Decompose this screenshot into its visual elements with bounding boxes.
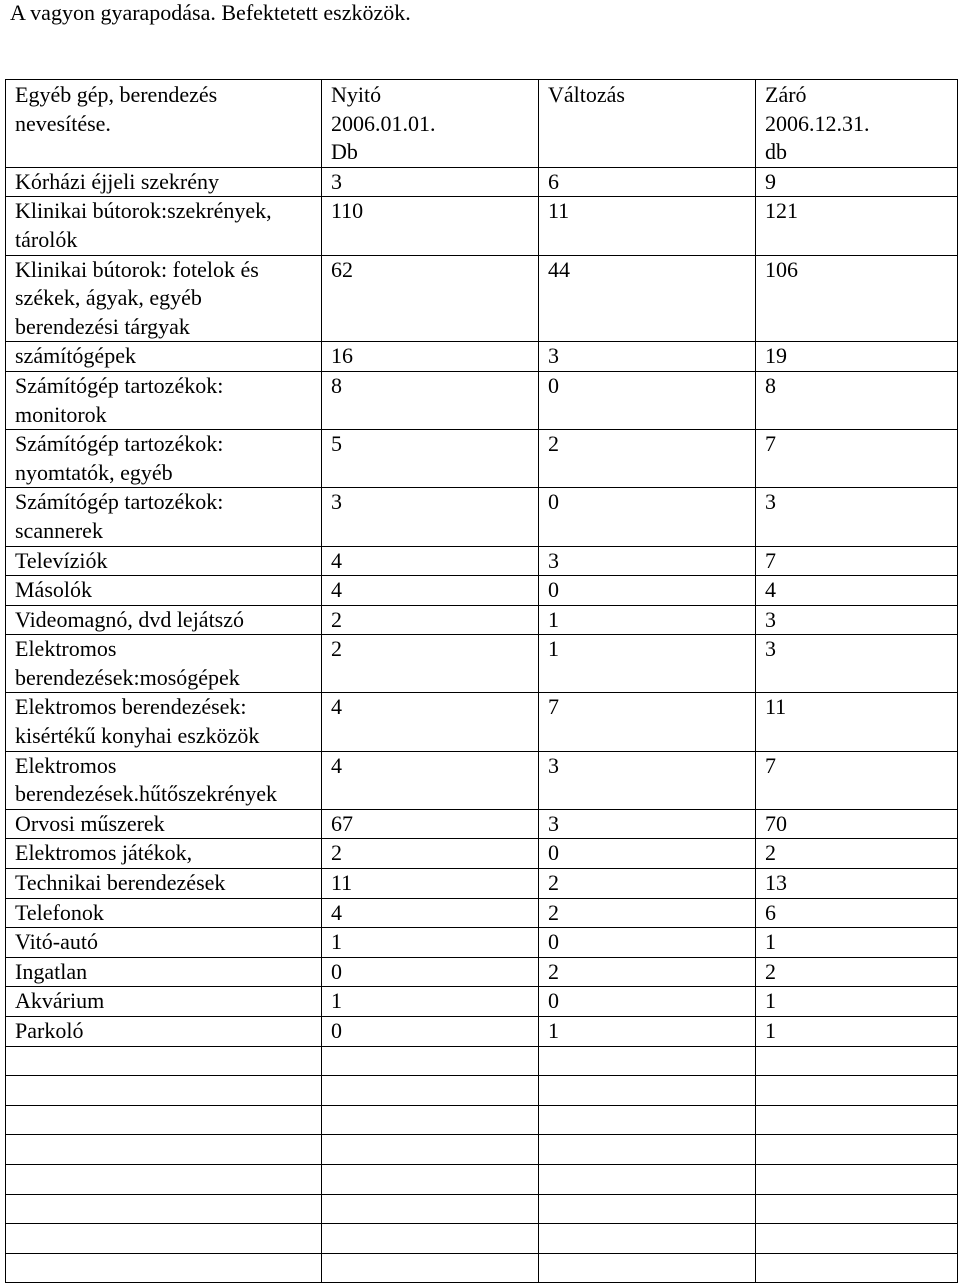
row-open-cell: 4	[322, 693, 539, 751]
header-change-cell: Változás	[539, 80, 756, 168]
row-name-cell	[6, 1046, 322, 1076]
row-open-cell: 2	[322, 605, 539, 635]
table-row	[6, 167, 958, 197]
row-change-cell: 0	[539, 987, 756, 1017]
row-name-cell: Orvosi műszerek	[6, 809, 322, 839]
row-name-cell	[6, 1135, 322, 1165]
table-row	[6, 957, 958, 987]
table-row	[6, 928, 958, 958]
row-close-cell: 4	[756, 576, 958, 606]
row-name-cell: Elektromos berendezések:mosógépek	[6, 635, 322, 693]
row-close-cell: 121	[756, 197, 958, 255]
row-name-cell	[6, 1224, 322, 1254]
row-change-cell: 0	[539, 576, 756, 606]
row-open-cell: 67	[322, 809, 539, 839]
row-change-cell: 7	[539, 693, 756, 751]
header-name-cell: Egyéb gép, berendezés nevesítése.	[6, 80, 322, 168]
row-open-cell	[322, 1076, 539, 1106]
row-change-cell	[539, 1135, 756, 1165]
row-change-cell: 6	[539, 167, 756, 197]
row-name-cell: Elektromos játékok,	[6, 839, 322, 869]
row-close-cell	[756, 1224, 958, 1254]
row-open-cell	[322, 1194, 539, 1224]
blank-table-row	[6, 1076, 958, 1106]
blank-table-row	[6, 1253, 958, 1283]
blank-table-row	[6, 1224, 958, 1254]
page-title: A vagyon gyarapodása. Befektetett eszközök.	[10, 0, 411, 25]
blank-table-row	[6, 1194, 958, 1224]
row-change-cell: 0	[539, 371, 756, 429]
row-change-cell: 0	[539, 928, 756, 958]
row-change-cell: 3	[539, 546, 756, 576]
table-row	[6, 342, 958, 372]
row-open-cell: 2	[322, 839, 539, 869]
table-row	[6, 605, 958, 635]
row-name-cell: Videomagnó, dvd lejátszó	[6, 605, 322, 635]
table-row	[6, 255, 958, 342]
row-open-cell: 110	[322, 197, 539, 255]
row-close-cell: 2	[756, 839, 958, 869]
row-change-cell: 1	[539, 1017, 756, 1047]
row-close-cell: 9	[756, 167, 958, 197]
row-name-cell: Elektromos berendezések: kisértékű konyhai eszközök	[6, 693, 322, 751]
row-close-cell: 3	[756, 605, 958, 635]
row-change-cell: 2	[539, 898, 756, 928]
table-row	[6, 898, 958, 928]
row-close-cell: 106	[756, 255, 958, 342]
table-row	[6, 576, 958, 606]
row-open-cell: 11	[322, 869, 539, 899]
table-row	[6, 371, 958, 429]
row-change-cell	[539, 1194, 756, 1224]
row-close-cell: 1	[756, 987, 958, 1017]
table-row	[6, 751, 958, 809]
row-close-cell: 13	[756, 869, 958, 899]
row-close-cell	[756, 1076, 958, 1106]
row-open-cell: 4	[322, 546, 539, 576]
row-name-cell: Parkoló	[6, 1017, 322, 1047]
row-name-cell: Vitó-autó	[6, 928, 322, 958]
row-change-cell: 3	[539, 342, 756, 372]
row-open-cell: 1	[322, 928, 539, 958]
row-name-cell: Televíziók	[6, 546, 322, 576]
row-change-cell: 44	[539, 255, 756, 342]
row-change-cell: 2	[539, 430, 756, 488]
blank-table-row	[6, 1105, 958, 1135]
row-open-cell	[322, 1135, 539, 1165]
row-name-cell: Számítógép tartozékok: nyomtatók, egyéb	[6, 430, 322, 488]
row-open-cell	[322, 1224, 539, 1254]
row-name-cell: Telefonok	[6, 898, 322, 928]
row-change-cell	[539, 1164, 756, 1194]
row-name-cell: Ingatlan	[6, 957, 322, 987]
row-open-cell: 2	[322, 635, 539, 693]
table-header-row	[6, 80, 958, 168]
row-change-cell	[539, 1253, 756, 1283]
row-open-cell	[322, 1046, 539, 1076]
row-close-cell	[756, 1194, 958, 1224]
row-name-cell: Klinikai bútorok: fotelok és székek, ágyak, egyéb berendezési tárgyak	[6, 255, 322, 342]
row-open-cell: 4	[322, 898, 539, 928]
row-close-cell: 3	[756, 635, 958, 693]
row-close-cell: 1	[756, 1017, 958, 1047]
row-open-cell: 0	[322, 957, 539, 987]
table-row	[6, 869, 958, 899]
row-open-cell: 4	[322, 576, 539, 606]
blank-table-row	[6, 1135, 958, 1165]
row-open-cell: 1	[322, 987, 539, 1017]
row-change-cell: 0	[539, 839, 756, 869]
table-row	[6, 488, 958, 546]
row-close-cell: 7	[756, 430, 958, 488]
row-close-cell	[756, 1135, 958, 1165]
row-change-cell	[539, 1046, 756, 1076]
row-open-cell	[322, 1253, 539, 1283]
row-close-cell: 7	[756, 546, 958, 576]
table-row	[6, 1017, 958, 1047]
row-close-cell: 11	[756, 693, 958, 751]
row-name-cell: Kórházi éjjeli szekrény	[6, 167, 322, 197]
row-change-cell: 11	[539, 197, 756, 255]
row-name-cell	[6, 1253, 322, 1283]
row-change-cell	[539, 1105, 756, 1135]
blank-table-row	[6, 1046, 958, 1076]
row-change-cell: 2	[539, 869, 756, 899]
row-name-cell: számítógépek	[6, 342, 322, 372]
row-close-cell	[756, 1046, 958, 1076]
row-close-cell	[756, 1253, 958, 1283]
row-open-cell	[322, 1164, 539, 1194]
row-name-cell	[6, 1194, 322, 1224]
row-change-cell: 3	[539, 809, 756, 839]
row-change-cell: 1	[539, 605, 756, 635]
row-open-cell: 4	[322, 751, 539, 809]
row-close-cell: 2	[756, 957, 958, 987]
row-close-cell: 70	[756, 809, 958, 839]
row-open-cell: 3	[322, 488, 539, 546]
row-name-cell	[6, 1164, 322, 1194]
row-close-cell: 8	[756, 371, 958, 429]
row-open-cell: 5	[322, 430, 539, 488]
table-row	[6, 839, 958, 869]
row-change-cell: 0	[539, 488, 756, 546]
row-name-cell: Elektromos berendezések.hűtőszekrények	[6, 751, 322, 809]
row-close-cell	[756, 1164, 958, 1194]
row-name-cell: Számítógép tartozékok: monitorok	[6, 371, 322, 429]
row-name-cell: Akvárium	[6, 987, 322, 1017]
table-row	[6, 430, 958, 488]
row-change-cell: 2	[539, 957, 756, 987]
header-close-cell: Záró 2006.12.31. db	[756, 80, 958, 168]
table-row	[6, 546, 958, 576]
row-name-cell	[6, 1105, 322, 1135]
row-open-cell: 3	[322, 167, 539, 197]
asset-table	[5, 79, 958, 1283]
header-open-cell: Nyitó 2006.01.01. Db	[322, 80, 539, 168]
table-row	[6, 635, 958, 693]
row-open-cell: 8	[322, 371, 539, 429]
row-change-cell	[539, 1224, 756, 1254]
row-open-cell: 16	[322, 342, 539, 372]
row-close-cell: 1	[756, 928, 958, 958]
table-row	[6, 693, 958, 751]
row-change-cell: 1	[539, 635, 756, 693]
row-close-cell	[756, 1105, 958, 1135]
blank-table-row	[6, 1164, 958, 1194]
row-change-cell	[539, 1076, 756, 1106]
row-close-cell: 19	[756, 342, 958, 372]
row-close-cell: 3	[756, 488, 958, 546]
row-name-cell	[6, 1076, 322, 1106]
row-open-cell: 62	[322, 255, 539, 342]
row-name-cell: Klinikai bútorok:szekrények, tárolók	[6, 197, 322, 255]
table-body	[6, 80, 958, 1283]
row-name-cell: Számítógép tartozékok: scannerek	[6, 488, 322, 546]
row-name-cell: Másolók	[6, 576, 322, 606]
row-close-cell: 7	[756, 751, 958, 809]
table-row	[6, 987, 958, 1017]
row-close-cell: 6	[756, 898, 958, 928]
table-row	[6, 809, 958, 839]
table-row	[6, 197, 958, 255]
row-name-cell: Technikai berendezések	[6, 869, 322, 899]
row-open-cell	[322, 1105, 539, 1135]
row-open-cell: 0	[322, 1017, 539, 1047]
row-change-cell: 3	[539, 751, 756, 809]
